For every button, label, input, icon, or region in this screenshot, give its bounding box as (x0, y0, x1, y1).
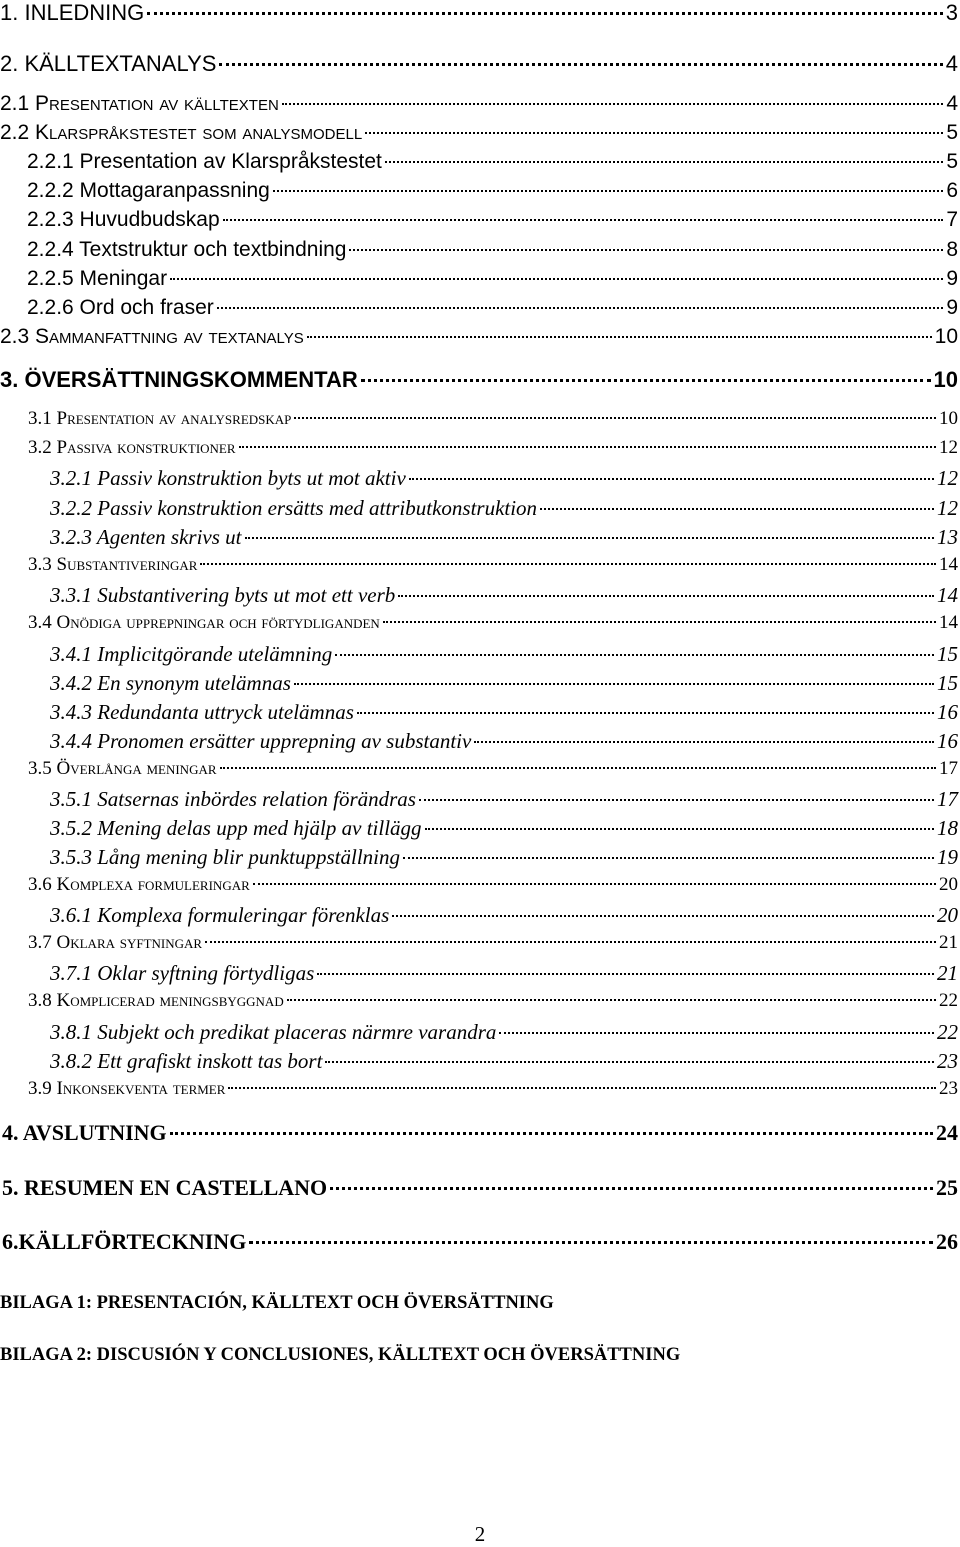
toc-entry-title: 2.2.2 Mottagaranpassning (27, 179, 270, 202)
toc-entry-title: 3.9 Inkonsekventa termer (28, 1078, 226, 1099)
toc-entry[interactable] (0, 367, 958, 397)
toc-entry-title: 2.2.5 Meningar (27, 267, 168, 290)
toc-entry[interactable] (0, 325, 958, 355)
dot-leader (220, 767, 936, 769)
toc-entry[interactable] (0, 238, 958, 268)
toc-entry-title: 2.2.4 Textstruktur och textbindning (27, 238, 347, 261)
toc-entry-page: 10 (933, 367, 958, 392)
toc-entry-title: 2.2.3 Huvudbudskap (27, 208, 220, 231)
dot-leader (282, 103, 944, 105)
toc-entry[interactable] (0, 961, 958, 991)
dot-leader (228, 1087, 936, 1089)
dot-leader (474, 741, 934, 743)
toc-entry-title: 5. RESUMEN EN CASTELLANO (2, 1175, 328, 1200)
toc-entry[interactable] (0, 525, 958, 555)
toc-entry-page: 20 (939, 874, 958, 895)
toc-entry-title: 2.2.6 Ord och fraser (27, 296, 214, 319)
toc-entry[interactable] (0, 583, 958, 613)
toc-entry-page: 5 (946, 121, 958, 144)
toc-entry[interactable] (0, 296, 958, 326)
dot-leader (219, 63, 942, 66)
toc-entry-title: 3.5.3 Lång mening blir punktuppställning (50, 845, 401, 869)
dot-leader (223, 219, 944, 221)
toc-entry-page: 21 (939, 932, 958, 953)
toc-entry[interactable] (0, 92, 958, 122)
dot-leader (245, 537, 934, 539)
toc-entry-title: 3.5.2 Mening delas upp med hjälp av tillägg (50, 816, 422, 840)
toc-entry[interactable] (0, 437, 958, 467)
toc-entry-page: 9 (946, 267, 958, 290)
toc-entry-page: 12 (937, 466, 958, 490)
dot-leader (425, 828, 934, 830)
toc-entry-page: 12 (937, 496, 958, 520)
toc-entry[interactable] (0, 466, 958, 496)
toc-entry-page: 5 (946, 150, 958, 173)
toc-entry[interactable] (0, 903, 958, 933)
toc-entry[interactable] (0, 1049, 958, 1079)
toc-entry[interactable] (0, 267, 958, 297)
toc-entry-title: 3.4.2 En synonym utelämnas (50, 671, 291, 695)
toc-entry-page: 8 (946, 238, 958, 261)
toc-entry-page: 19 (937, 845, 958, 869)
toc-entry-title: 3.2.3 Agenten skrivs ut (50, 525, 242, 549)
dot-leader (383, 621, 936, 623)
toc-entry-title: 3.7.1 Oklar syftning förtydligas (50, 961, 315, 985)
toc-entry[interactable] (0, 1078, 958, 1108)
toc-entry[interactable] (0, 845, 958, 875)
dot-leader (325, 1061, 934, 1063)
toc-entry-title: 3.7 Oklara syftningar (28, 932, 203, 953)
toc-entry-title: 2.2.1 Presentation av Klarspråkstestet (27, 150, 382, 173)
dot-leader (170, 1132, 933, 1135)
toc-entry-title: 2. KÄLLTEXTANALYS (0, 51, 217, 76)
toc-entry-page: 10 (934, 325, 958, 348)
toc-entry[interactable] (0, 671, 958, 701)
dot-leader (540, 508, 934, 510)
toc-entry-title: 3.4.1 Implicitgörande utelämning (50, 642, 333, 666)
toc-entry-title: 1. INLEDNING (0, 0, 145, 25)
toc-entry-page: 18 (937, 816, 958, 840)
toc-entry-title: 4. AVSLUTNING (2, 1120, 167, 1145)
toc-entry-page: 15 (937, 671, 958, 695)
toc-entry-title: 3. ÖVERSÄTTNINGSKOMMENTAR (0, 367, 358, 392)
toc-entry-title: 6.KÄLLFÖRTECKNING (2, 1229, 247, 1254)
toc-entry-page: 10 (939, 408, 958, 429)
toc-entry-page: 9 (946, 296, 958, 319)
toc-entry[interactable] (0, 642, 958, 672)
dot-leader (403, 857, 934, 859)
dot-leader (200, 563, 936, 565)
toc-entry-page: 21 (937, 961, 958, 985)
toc-entry-title: 2.2 Klarspråkstestet som analysmodell (0, 121, 363, 144)
dot-leader (217, 307, 944, 309)
dot-leader (499, 1032, 934, 1034)
dot-leader (335, 654, 934, 656)
toc-entry[interactable] (0, 1120, 958, 1150)
toc-entry-title: 3.5.1 Satsernas inbördes relation förändras (50, 787, 416, 811)
toc-entry-page: 4 (945, 51, 958, 76)
dot-leader (239, 446, 936, 448)
toc-entry[interactable] (0, 121, 958, 151)
toc-entry-page: 22 (937, 1020, 958, 1044)
dot-leader (398, 595, 934, 597)
dot-leader (317, 973, 934, 975)
toc-entry-page: 17 (937, 787, 958, 811)
toc-entry-page: 25 (936, 1175, 958, 1200)
dot-leader (307, 336, 932, 338)
toc-entry[interactable] (0, 729, 958, 759)
toc-entry-title: 3.2 Passiva konstruktioner (28, 437, 236, 458)
dot-leader (385, 161, 943, 163)
toc-entry[interactable] (0, 700, 958, 730)
toc-entry[interactable] (0, 874, 958, 904)
toc-entry-title: 3.8.1 Subjekt och predikat placeras närmre varandra (50, 1020, 497, 1044)
toc-entry-page: 6 (946, 179, 958, 202)
dot-leader (170, 278, 943, 280)
dot-leader (253, 883, 936, 885)
toc-entry-title: 3.2.1 Passiv konstruktion byts ut mot aktiv (50, 466, 406, 490)
page-number: 2 (474, 1522, 486, 1546)
dot-leader (294, 683, 934, 685)
toc-entry[interactable] (0, 179, 958, 209)
dot-leader (330, 1187, 933, 1190)
toc-entry[interactable] (0, 1020, 958, 1050)
toc-entry[interactable] (0, 990, 958, 1020)
toc-entry-page: 23 (939, 1078, 958, 1099)
toc-entry[interactable] (0, 496, 958, 526)
toc-entry-page: 13 (937, 525, 958, 549)
toc-entry[interactable] (0, 1175, 958, 1205)
toc-entry-title: 3.3.1 Substantivering byts ut mot ett verb (50, 583, 396, 607)
toc-entry[interactable] (0, 787, 958, 817)
toc-entry-page: 23 (937, 1049, 958, 1073)
toc-entry-title: 3.5 Överlånga meningar (28, 758, 217, 779)
toc-entry-page: 24 (936, 1120, 958, 1145)
toc-entry-page: 4 (946, 92, 958, 115)
annex-heading: BILAGA 1: PRESENTACIÓN, KÄLLTEXT OCH ÖVERSÄTTNING (0, 1293, 554, 1313)
toc-entry[interactable] (0, 816, 958, 846)
toc-entry-title: 3.4.4 Pronomen ersätter upprepning av substantiv (50, 729, 472, 753)
dot-leader (392, 915, 934, 917)
toc-entry-title: 3.6 Komplexa formuleringar (28, 874, 250, 895)
dot-leader (357, 712, 934, 714)
annex-heading: BILAGA 2: DISCUSIÓN Y CONCLUSIONES, KÄLLTEXT OCH ÖVERSÄTTNING (0, 1345, 681, 1365)
dot-leader (249, 1241, 933, 1244)
dot-leader (147, 12, 942, 15)
toc-entry-title: 2.3 Sammanfattning av textanalys (0, 325, 304, 348)
toc-entry-title: 3.6.1 Komplexa formuleringar förenklas (50, 903, 390, 927)
toc-entry-title: 2.1 Presentation av källtexten (0, 92, 279, 115)
toc-entry-title: 3.4 Onödiga upprepningar och förtydliganden (28, 612, 380, 633)
dot-leader (409, 478, 934, 480)
dot-leader (287, 999, 936, 1001)
toc-entry-title: 3.1 Presentation av analysredskap (28, 408, 292, 429)
toc-entry-title: 3.3 Substantiveringar (28, 554, 198, 575)
toc-entry-page: 14 (937, 583, 958, 607)
toc-entry-title: 3.8.2 Ett grafiskt inskott tas bort (50, 1049, 323, 1073)
toc-entry[interactable] (0, 612, 958, 642)
toc-entry-page: 20 (937, 903, 958, 927)
toc-entry-page: 12 (939, 437, 958, 458)
toc-entry[interactable] (0, 408, 958, 438)
toc-entry-title: 3.4.3 Redundanta uttryck utelämnas (50, 700, 354, 724)
toc-entry[interactable] (0, 150, 958, 180)
toc-entry-page: 16 (937, 729, 958, 753)
toc-entry-page: 17 (939, 758, 958, 779)
toc-entry[interactable] (0, 208, 958, 238)
toc-entry-page: 16 (937, 700, 958, 724)
toc-entry-page: 15 (937, 642, 958, 666)
dot-leader (294, 417, 936, 419)
dot-leader (361, 379, 931, 382)
toc-entry-page: 26 (936, 1229, 958, 1254)
toc-entry[interactable] (0, 0, 958, 30)
dot-leader (365, 132, 943, 134)
dot-leader (349, 249, 943, 251)
toc-entry[interactable] (0, 51, 958, 81)
toc-entry[interactable] (0, 1229, 958, 1259)
toc-entry-page: 3 (945, 0, 958, 25)
dot-leader (419, 799, 934, 801)
toc-entry-title: 3.2.2 Passiv konstruktion ersätts med attributkonstruktion (50, 496, 538, 520)
toc-entry-page: 14 (939, 554, 958, 575)
toc-entry-page: 22 (939, 990, 958, 1011)
toc-entry-page: 7 (946, 208, 958, 231)
toc-entry[interactable] (0, 932, 958, 962)
toc-entry[interactable] (0, 554, 958, 584)
toc-entry-page: 14 (939, 612, 958, 633)
toc-entry-title: 3.8 Komplicerad meningsbyggnad (28, 990, 284, 1011)
toc-entry[interactable] (0, 758, 958, 788)
dot-leader (273, 190, 943, 192)
dot-leader (205, 941, 936, 943)
